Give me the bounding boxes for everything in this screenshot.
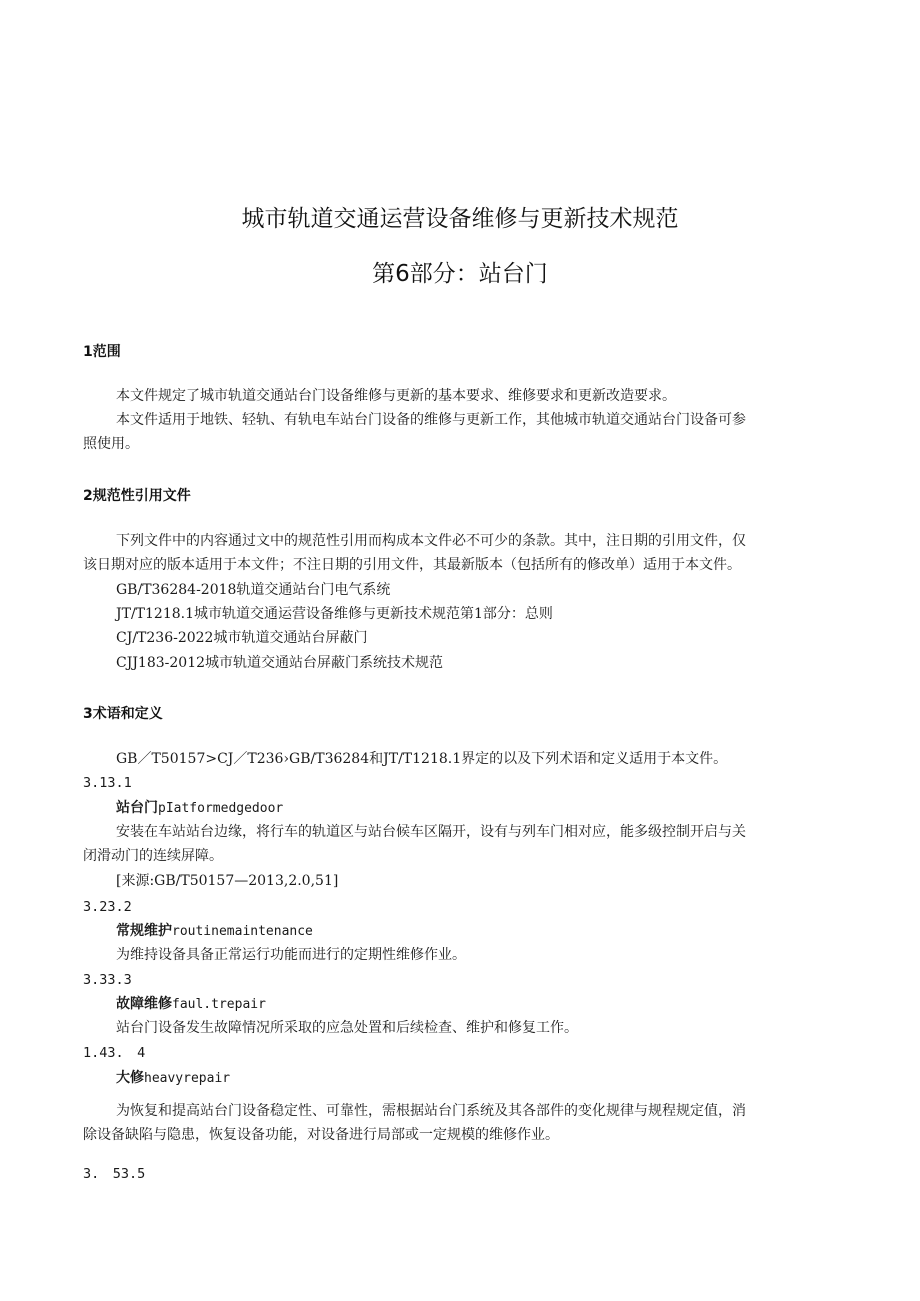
term-title [116, 798, 283, 819]
term-name-cn: 故障维修 [116, 996, 172, 1012]
section-heading-terms: 3术语和定义 [83, 706, 163, 722]
terms-intro: GB／T50157>CJ／T236›GB/T36284和JT/T1218.1界定的以及下列术语和定义适用于本文件。 [116, 751, 728, 767]
reference-item: JT/T1218.1城市轨道交通运营设备维修与更新技术规范第1部分：总则 [116, 606, 553, 622]
term-name-cn: 常规维护 [116, 923, 172, 939]
references-intro-line-1: 下列文件中的内容通过文中的规范性引用而构成本文件必不可少的条款。其中，注日期的引用文件，仅 [116, 533, 746, 549]
term-title [116, 994, 266, 1015]
reference-item: CJ/T236-2022城市轨道交通站台屏蔽门 [116, 630, 368, 646]
term-definition-line-1: 安装在车站站台边缘，将行车的轨道区与站台候车区隔开，设有与列车门相对应，能多级控制开启与关 [116, 824, 746, 840]
reference-item: GB/T36284-2018轨道交通站台门电气系统 [116, 582, 391, 598]
term-number: 3. 53.5 [83, 1166, 146, 1182]
scope-paragraph-2-line-2: 照使用。 [83, 436, 139, 452]
term-number: 3.33.3 [83, 972, 132, 988]
term-definition-line-1: 为维持设备具备正常运行功能而进行的定期性维修作业。 [116, 947, 466, 963]
term-source: [来源:GB/T50157—2013,2.0,51] [116, 873, 339, 889]
term-name-en: routinemaintenance [172, 924, 313, 939]
term-name-cn: 站台门 [116, 800, 158, 816]
term-number: 3.13.1 [83, 775, 132, 791]
term-number: 1.43. 4 [83, 1045, 146, 1061]
reference-item: CJJ183-2012城市轨道交通站台屏蔽门系统技术规范 [116, 655, 444, 671]
term-name-cn: 大修 [116, 1070, 144, 1086]
scope-paragraph-2-line-1: 本文件适用于地铁、轻轨、有轨电车站台门设备的维修与更新工作，其他城市轨道交通站台门设备可参 [116, 412, 746, 428]
term-definition-line-2: 除设备缺陷与隐患，恢复设备功能，对设备进行局部或一定规模的维修作业。 [83, 1127, 559, 1143]
term-title [116, 921, 313, 942]
document-part-title: 第6部分：站台门 [372, 261, 548, 287]
term-definition-line-1: 站台门设备发生故障情况所采取的应急处置和后续检查、维护和修复工作。 [116, 1020, 578, 1036]
scope-paragraph-1: 本文件规定了城市轨道交通站台门设备维修与更新的基本要求、维修要求和更新改造要求。 [116, 388, 676, 404]
term-name-en: faul.trepair [172, 997, 266, 1012]
references-intro-line-2: 该日期对应的版本适用于本文件；不注日期的引用文件，其最新版本（包括所有的修改单）适用于本文件。 [83, 557, 741, 573]
term-definition-line-2: 闭滑动门的连续屏障。 [83, 848, 223, 864]
term-number: 3.23.2 [83, 899, 132, 915]
term-name-en: heavyrepair [144, 1071, 231, 1086]
term-name-en: pIatformedgedoor [158, 801, 284, 816]
section-heading-references: 2规范性引用文件 [83, 488, 191, 504]
term-title [116, 1068, 230, 1089]
section-heading-scope: 1范围 [83, 344, 121, 360]
document-title: 城市轨道交通运营设备维修与更新技术规范 [241, 206, 679, 232]
term-definition-line-1: 为恢复和提高站台门设备稳定性、可靠性，需根据站台门系统及其各部件的变化规律与规程规定值，消 [116, 1103, 746, 1119]
